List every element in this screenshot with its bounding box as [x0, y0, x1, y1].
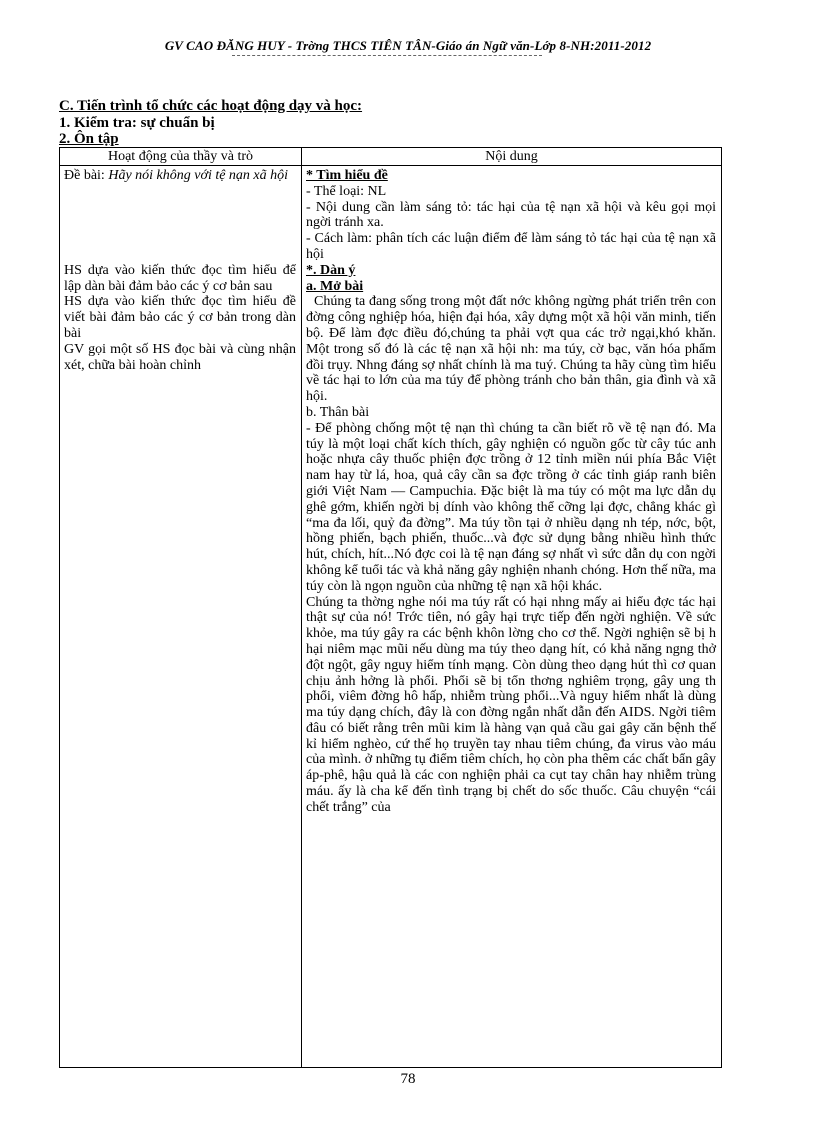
- topic-label: Đề bài:: [64, 168, 109, 183]
- header-content: Nội dung: [485, 149, 538, 164]
- activity-line: HS dựa vào kiến thức đọc tìm hiểu đề viết bài đảm bảo các ý cơ bản trong dàn bài: [64, 294, 296, 341]
- content-paragraph: - Nội dung cần làm sáng tỏ: tác hại của tệ nạn xã hội và kêu gọi mọi ngời tránh xa.: [306, 199, 716, 231]
- content-paragraph: - Để phòng chống một tệ nạn thì chúng ta cần biết rõ về tệ nạn đó. Ma túy là một loại chất kích thích, gây nghiện có nguồn gốc từ cây túc anh hoặc nhựa cây thuốc phiện đợc trồng ở 12 tỉnh miền núi phía Bắc Việt nam hay từ lá, hoa, quả cây cần sa đợc trồng ở các tỉnh giáp ranh biên giới Việt Nam — Campuchia. Đặc biệt là ma túy có một ma lực dẫn dụ ghê gớm, khiến ngời bị dính vào không thể cỡng lại đợc, chẳng khác gì “ma đa lối, quỷ đa đờng”. Ma túy tồn tại ở nhiều dạng nh tép, nớc, bột, hồng phiến, bạch phiến, thuốc...và đợc sử dụng bằng nhiều hình thức hút, chích, hít...Nó đợc coi là tệ nạn đáng sợ nhất vì sức dẫn dụ con ngời không kể tuổi tác và khả năng gây nghiện nhanh chóng. Hơn thế nữa, ma túy còn là ngọn nguồn của những tệ nạn xã hội khác.: [306, 420, 716, 594]
- section-1-heading: 1. Kiểm tra: sự chuẩn bị: [59, 115, 215, 131]
- heading-introduction: a. Mở bài: [306, 278, 364, 294]
- topic-line: [64, 168, 296, 184]
- page-number: 78: [400, 1071, 416, 1087]
- content-paragraph: - Thể loại: NL: [306, 183, 387, 199]
- column-divider: [301, 148, 302, 1067]
- activities-cell: [64, 168, 296, 373]
- activity-line: HS dựa vào kiến thức đọc tìm hiểu để lập dàn bài đảm bảo các ý cơ bản sau: [64, 262, 296, 294]
- content-paragraph: - Cách làm: phân tích các luận điểm để làm sáng tỏ tác hại của tệ nạn xã hội: [306, 231, 716, 262]
- page-header: GV CAO ĐĂNG HUY - Trờng THCS TIÊN TÂN-Giáo án Ngữ văn-Lớp 8-NH:2011-2012: [164, 38, 652, 53]
- section-c-heading: C. Tiến trình tổ chức các hoạt động dạy và học:: [59, 98, 363, 114]
- lesson-table: [59, 147, 722, 1068]
- activity-line: GV gọi một số HS đọc bài và cùng nhận xét, chữa bài hoàn chỉnh: [64, 341, 296, 373]
- heading-outline: *. Dàn ý: [306, 262, 356, 278]
- content-cell: [306, 168, 716, 816]
- header-divider: [232, 55, 542, 56]
- header-activities: Hoạt động của thầy và trò: [107, 149, 253, 164]
- heading-topic-analysis: * Tìm hiểu đề: [306, 168, 388, 183]
- content-paragraph: Chúng ta thờng nghe nói ma túy rất có hại nhng mấy ai hiểu đợc tác hại thật sự của nó! Trớc tiên, nó gây hại trực tiếp đến ngời nghiện. Về sức khỏe, ma túy gây ra các bệnh khôn lờng cho cơ thể. Ngời nghiện sẽ bị h hại niêm mạc mũi nếu dùng ma túy theo dạng hít, có khả năng ngng thở đột ngột, gây nguy hiểm tính mạng. Còn dùng theo dạng hút thì cơ quan chịu ảnh hởng là phổi. Phổi sẽ bị tổn thơng nghiêm trọng, gây ung th phổi, viêm đờng hô hấp, nhiễm trùng phổi...Và nguy hiểm nhất là dùng ma túy dạng chích, đây là con đờng ngắn nhất dẫn đến AIDS. Ngời tiêm đâu có biết rằng trên mũi kim là hàng vạn quả cầu gai gây căn bệnh thế kỉ hiểm nghèo, cứ thế họ truyền tay nhau tiêm chúng, đa virus vào máu của mình. ở những tụ điểm tiêm chích, họ còn pha thêm các chất bẩn gây áp-phê, hậu quả là các con nghiện phải ca cụt tay chân hay nhiễm trùng máu. ấy là cha kể đến tình trạng bị chết do sốc thuốc. Câu chuyện “cái chết trắng” của: [306, 594, 716, 815]
- table-header-row: [60, 148, 721, 166]
- content-paragraph: Chúng ta đang sống trong một đất nớc không ngừng phát triển trên con đờng công nghiệp hóa, hiện đại hóa, xây dựng một xã hội văn minh, tiến bộ. Để làm đợc điều đó,chúng ta phải vợt qua các trở ngại,khó khăn. Một trong số đó là các tệ nạn xã hội nh: ma túy, cờ bạc, văn hóa phẩm đồi trụy. Nhng đáng sợ nhất chính là ma tuý. Chúng ta hãy cùng tìm hiểu về tác hại to lớn của ma túy để phòng tránh cho bản thân, gia đình và xã hội.: [306, 294, 716, 405]
- section-2-heading: 2. Ôn tập: [59, 131, 119, 147]
- topic-text: Hãy nói không với tệ nạn xã hội: [108, 168, 289, 183]
- heading-body: b. Thân bài: [306, 404, 370, 420]
